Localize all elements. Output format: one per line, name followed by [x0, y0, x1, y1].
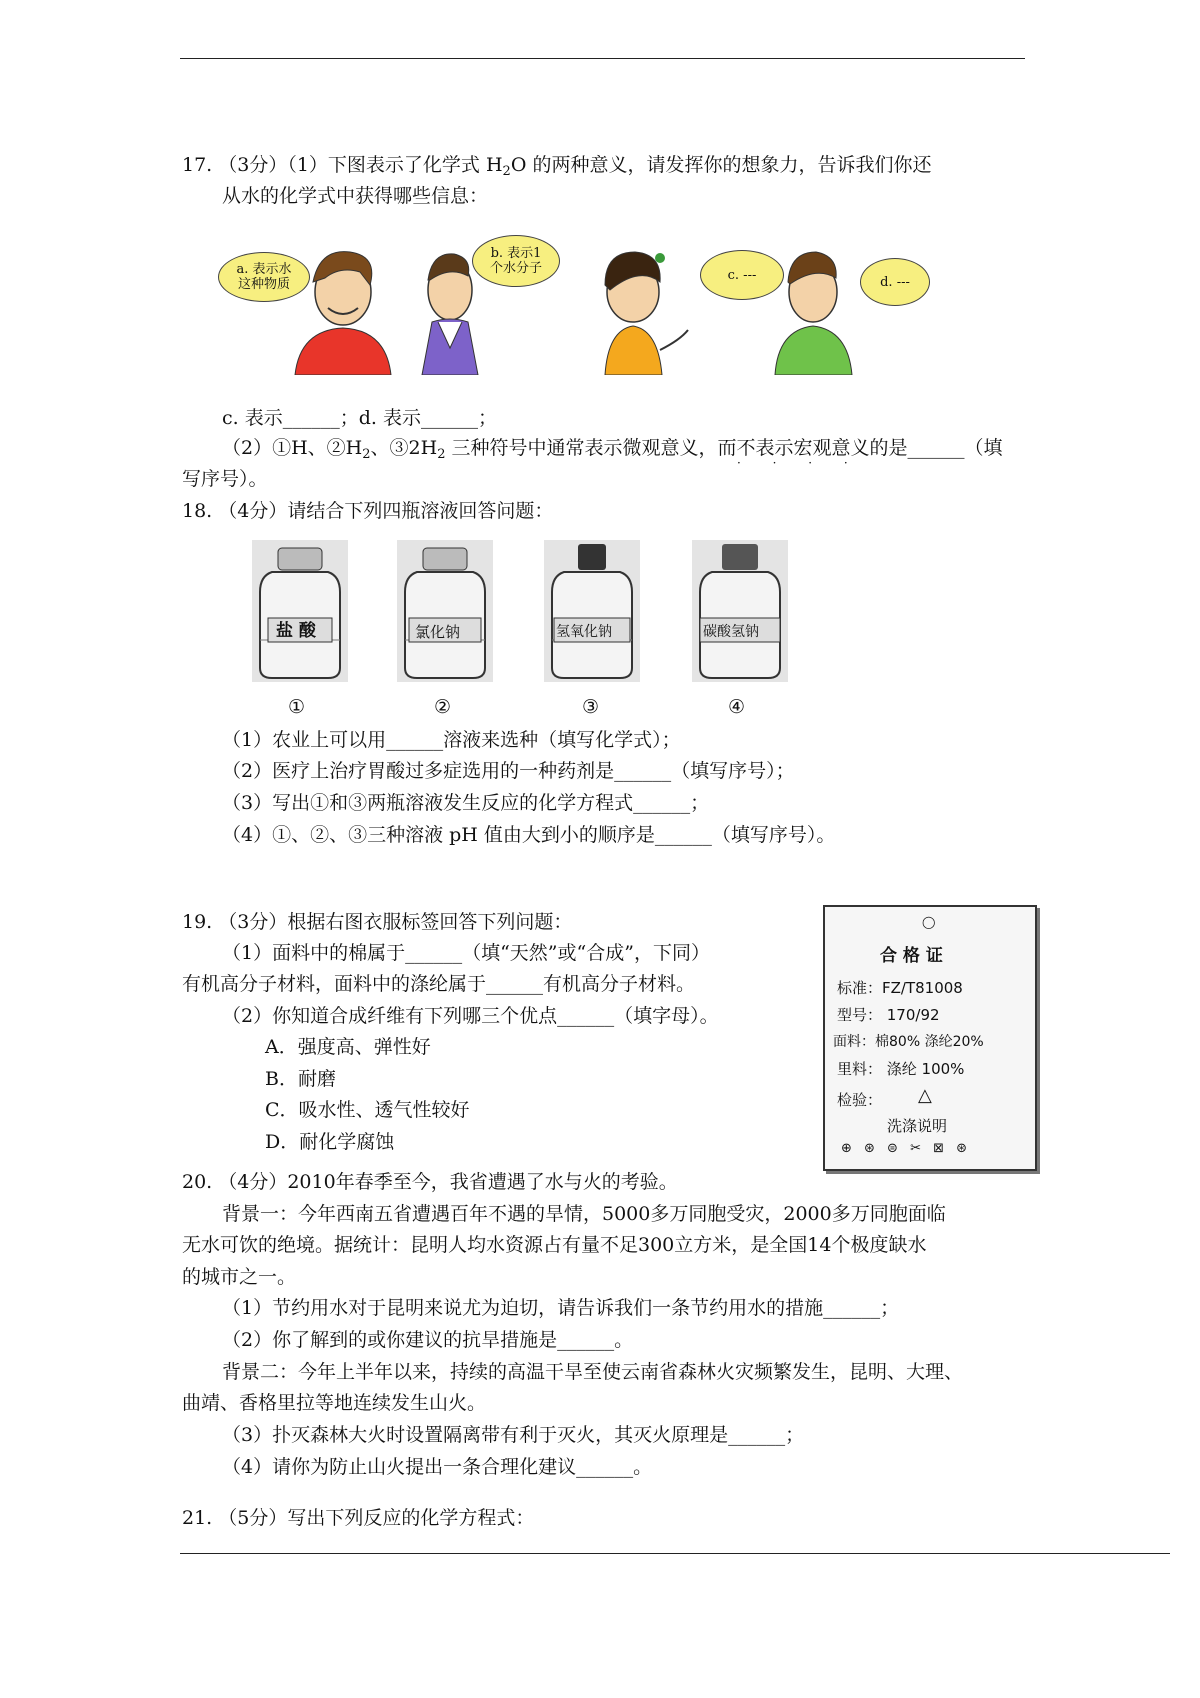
person-a: [295, 252, 391, 375]
bottles-illustration: [250, 540, 810, 690]
q17-answer-line: c. 表示______；d. 表示______；: [222, 407, 497, 429]
tag-wash-icons: ⊕ ⊛ ⊜ ✂ ⊠ ⊛: [841, 1141, 972, 1156]
bottle-3-num: ③: [582, 696, 600, 718]
bubble-a: [218, 252, 310, 302]
q19-option-c: C．吸水性、透气性较好: [265, 1099, 470, 1121]
bottle-3: [544, 540, 640, 682]
emphasis-dots: · · · ·: [737, 456, 862, 470]
bottle-1: [252, 540, 348, 682]
bubble-b-text: b. 表示1 个水分子: [489, 246, 542, 276]
q20-item-2: （2）你了解到的或你建议的抗旱措施是______。: [222, 1329, 634, 1351]
bottle-1-label: 盐 酸: [276, 621, 316, 641]
q20-bg1-line3: 的城市之一。: [182, 1266, 297, 1288]
q17-part2-line1: [222, 435, 1003, 461]
tag-wash-title: 洗涤说明: [887, 1117, 948, 1135]
q17-line1: [182, 152, 931, 178]
tag-lining: 里料： 涤纶 100%: [837, 1060, 965, 1078]
bottle-1-num: ①: [288, 696, 306, 718]
q20-bg1-line1: 背景一：今年西南五省遭遇百年不遇的旱情，5000多万同胞受灾，2000多万同胞面临: [222, 1203, 946, 1225]
q18-item-3: （3）写出①和③两瓶溶液发生反应的化学方程式______；: [222, 792, 710, 814]
footer-rule: [180, 1553, 1170, 1554]
bubble-d: [860, 258, 930, 306]
q19-option-d: D．耐化学腐蚀: [265, 1131, 395, 1153]
bottle-4: [692, 540, 788, 682]
q20-bg2-line2: 曲靖、香格里拉等地连续发生山火。: [182, 1392, 487, 1414]
q17-line1-sub: 2: [502, 164, 511, 179]
q18-bottles: [250, 540, 810, 690]
tag-fabric: 面料：棉80% 涤纶20%: [833, 1034, 984, 1050]
bottle-4-num: ④: [728, 696, 746, 718]
q20-item-3: （3）扑灭森林大火时设置隔离带有利于灭火，其灭火原理是______；: [222, 1424, 805, 1446]
bubble-c-text: c. ---: [727, 267, 757, 283]
bubble-b: [472, 235, 560, 287]
bottle-4-label: 碳酸氢钠: [703, 624, 759, 640]
header-rule: [180, 58, 1025, 59]
q19-line2: 有机高分子材料，面料中的涤纶属于______有机高分子材料。: [182, 973, 696, 995]
q17-line1-b: O 的两种意义，请发挥你的想象力，告诉我们你还: [510, 154, 932, 176]
q17-line1-a: 17. （3分）（1）下图表示了化学式 H: [182, 154, 503, 176]
q17-p2-sub2: 2: [437, 447, 446, 462]
q20-bg2-line1: 背景二：今年上半年以来，持续的高温干旱至使云南省森林火灾频繁发生，昆明、大理、: [222, 1361, 964, 1383]
q20-title: 20. （4分）2010年春季至今，我省遭遇了水与火的考验。: [182, 1171, 678, 1193]
q20-bg1-line2: 无水可饮的绝境。据统计：昆明人均水资源占有量不足300立方米，是全国14个极度缺水: [182, 1234, 927, 1256]
q19-option-b: B．耐磨: [265, 1068, 336, 1090]
clothing-tag: [823, 905, 1037, 1171]
q18-item-1: （1）农业上可以用______溶液来选种（填写化学式）；: [222, 729, 681, 751]
tag-inspect: 检验：: [837, 1091, 883, 1109]
tag-hole-icon: ◯: [922, 915, 936, 929]
person-c: [605, 252, 688, 375]
q19-line1: （1）面料中的棉属于______（填“天然”或“合成”，下同）: [222, 942, 710, 964]
bubble-a-text: a. 表示水 这种物质: [236, 262, 292, 292]
q21-title: 21. （5分）写出下列反应的化学方程式：: [182, 1507, 535, 1529]
bottle-3-label: 氢氧化钠: [556, 624, 612, 640]
bubble-d-text: d. ---: [880, 274, 910, 290]
q17-part2-line2: 写序号）。: [182, 468, 268, 490]
tag-inspect-triangle-icon: △: [918, 1085, 932, 1106]
q20-item-1: （1）节约用水对于昆明来说尤为迫切，请告诉我们一条节约用水的措施______；: [222, 1297, 900, 1319]
q20-item-4: （4）请你为防止山火提出一条合理化建议______。: [222, 1456, 653, 1478]
tag-standard: 标准：FZ/T81008: [837, 979, 963, 997]
q19-line3: （2）你知道合成纤维有下列哪三个优点______（填字母）。: [222, 1005, 719, 1027]
q17-p2-b: 、③2H: [370, 437, 438, 459]
person-d: [775, 252, 852, 375]
bottle-2-num: ②: [434, 696, 452, 718]
q18-item-2: （2）医疗上治疗胃酸过多症选用的一种药剂是______（填写序号）；: [222, 760, 795, 782]
q17-p2-c: 三种符号中通常表示微观意义，而不表示宏观意义的是______（填: [445, 437, 1003, 459]
q17-line2: 从水的化学式中获得哪些信息：: [222, 185, 489, 207]
q17-characters-illustration: [210, 230, 930, 375]
bottle-2: [397, 540, 493, 682]
q19-option-a: A．强度高、弹性好: [265, 1036, 431, 1058]
q19-title: 19. （3分）根据右图衣服标签回答下列问题：: [182, 911, 573, 933]
bottle-2-label: 氯化钠: [415, 623, 461, 641]
q17-p2-sub1: 2: [362, 447, 371, 462]
bubble-c: [700, 250, 784, 300]
q18-title: 18. （4分）请结合下列四瓶溶液回答问题：: [182, 500, 554, 522]
tag-model: 型号： 170/92: [837, 1006, 940, 1024]
q18-item-4: （4）①、②、③三种溶液 pH 值由大到小的顺序是______（填写序号）。: [222, 824, 836, 846]
tag-title: 合 格 证: [880, 946, 943, 966]
person-b: [422, 254, 478, 375]
q17-figure: [210, 230, 930, 375]
q17-p2-a: （2）①H、②H: [222, 437, 363, 459]
